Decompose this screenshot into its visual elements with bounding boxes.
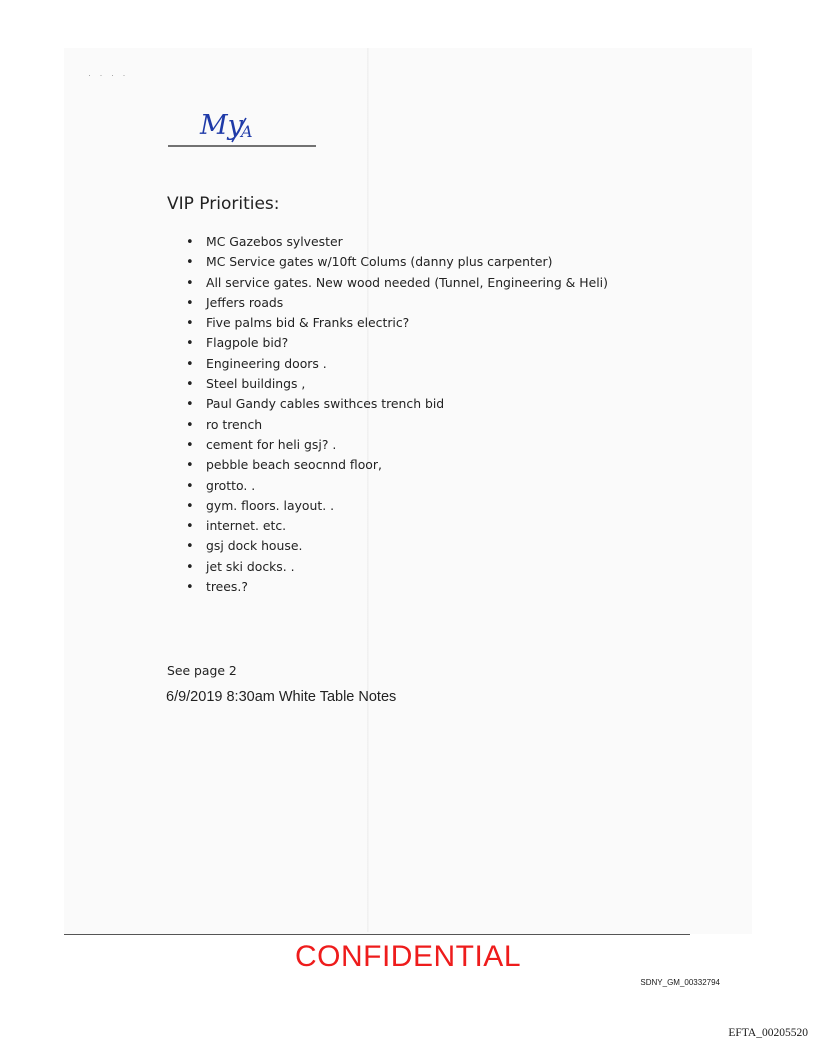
bullet-icon: • xyxy=(186,417,194,433)
list-item-text: internet. etc. xyxy=(206,518,287,534)
bullet-icon: • xyxy=(186,356,194,372)
list-item-text: grotto. . xyxy=(206,477,256,493)
list-item xyxy=(186,293,608,313)
list-item-text: MC Service gates w/10ft Colums (danny plus carpenter) xyxy=(206,254,553,270)
list-item-text: jet ski docks. . xyxy=(206,558,295,574)
bates-number: SDNY_GM_00332794 xyxy=(640,978,720,987)
list-item xyxy=(186,252,608,272)
bullet-icon: • xyxy=(186,559,194,575)
list-item xyxy=(186,333,608,353)
bullet-icon: • xyxy=(186,235,194,250)
list-item xyxy=(186,232,608,252)
efta-number: EFTA_00205520 xyxy=(728,1027,808,1039)
bullet-icon: • xyxy=(186,519,194,535)
list-item-text: Flagpole bid? xyxy=(206,335,289,351)
list-item xyxy=(186,516,608,536)
list-item xyxy=(186,435,608,455)
list-item-text: pebble beach seocnnd floor, xyxy=(206,457,382,473)
handwritten-signature xyxy=(168,104,318,152)
list-item-text: Paul Gandy cables swithces trench bid xyxy=(206,396,445,412)
bullet-icon: • xyxy=(186,295,194,311)
list-item-text: Steel buildings , xyxy=(206,376,306,392)
list-item-text: Jeffers roads xyxy=(206,294,284,310)
bullet-icon: • xyxy=(186,336,194,352)
see-page-note: See page 2 xyxy=(167,663,237,678)
list-item-text: MC Gazebos sylvester xyxy=(206,234,343,249)
bullet-icon: • xyxy=(186,275,194,291)
confidential-stamp: CONFIDENTIAL xyxy=(294,940,522,973)
list-item xyxy=(186,374,608,394)
list-item-text: Five palms bid & Franks electric? xyxy=(206,315,410,331)
bullet-icon: • xyxy=(186,478,194,494)
list-item xyxy=(186,476,608,496)
bullet-icon: • xyxy=(186,498,194,514)
svg-text:A: A xyxy=(241,122,253,141)
bullet-icon: • xyxy=(186,458,194,474)
list-item xyxy=(186,455,608,475)
list-item xyxy=(186,557,608,577)
list-item xyxy=(186,394,608,414)
list-item-text: gsj dock house. xyxy=(206,538,303,554)
list-item xyxy=(186,496,608,516)
bullet-icon: • xyxy=(186,539,194,555)
list-item-text: gym. floors. layout. . xyxy=(206,497,335,513)
priorities-list xyxy=(186,232,608,597)
list-item-text: cement for heli gsj? . xyxy=(206,436,337,452)
bullet-icon: • xyxy=(186,255,194,271)
bullet-icon: • xyxy=(186,397,194,413)
page-heading: VIP Priorities: xyxy=(167,194,280,214)
bullet-icon: • xyxy=(186,580,194,596)
list-item xyxy=(186,273,608,293)
scan-bottom-edge xyxy=(64,934,690,935)
list-item-text: ro trench xyxy=(206,416,263,432)
list-item xyxy=(186,313,608,333)
svg-text:My: My xyxy=(200,110,243,141)
list-item-text: Engineering doors . xyxy=(206,355,327,371)
list-item-text: All service gates. New wood needed (Tunnel, Engineering & Heli) xyxy=(206,274,608,290)
list-item xyxy=(186,577,608,597)
list-item xyxy=(186,354,608,374)
bullet-icon: • xyxy=(186,437,194,453)
list-item-text: trees.? xyxy=(206,579,248,595)
scan-specks: · · · · xyxy=(88,70,129,80)
bullet-icon: • xyxy=(186,377,194,393)
bullet-icon: • xyxy=(186,316,194,332)
notes-date-line: 6/9/2019 8:30am White Table Notes xyxy=(166,689,397,705)
list-item xyxy=(186,415,608,435)
list-item xyxy=(186,536,608,556)
